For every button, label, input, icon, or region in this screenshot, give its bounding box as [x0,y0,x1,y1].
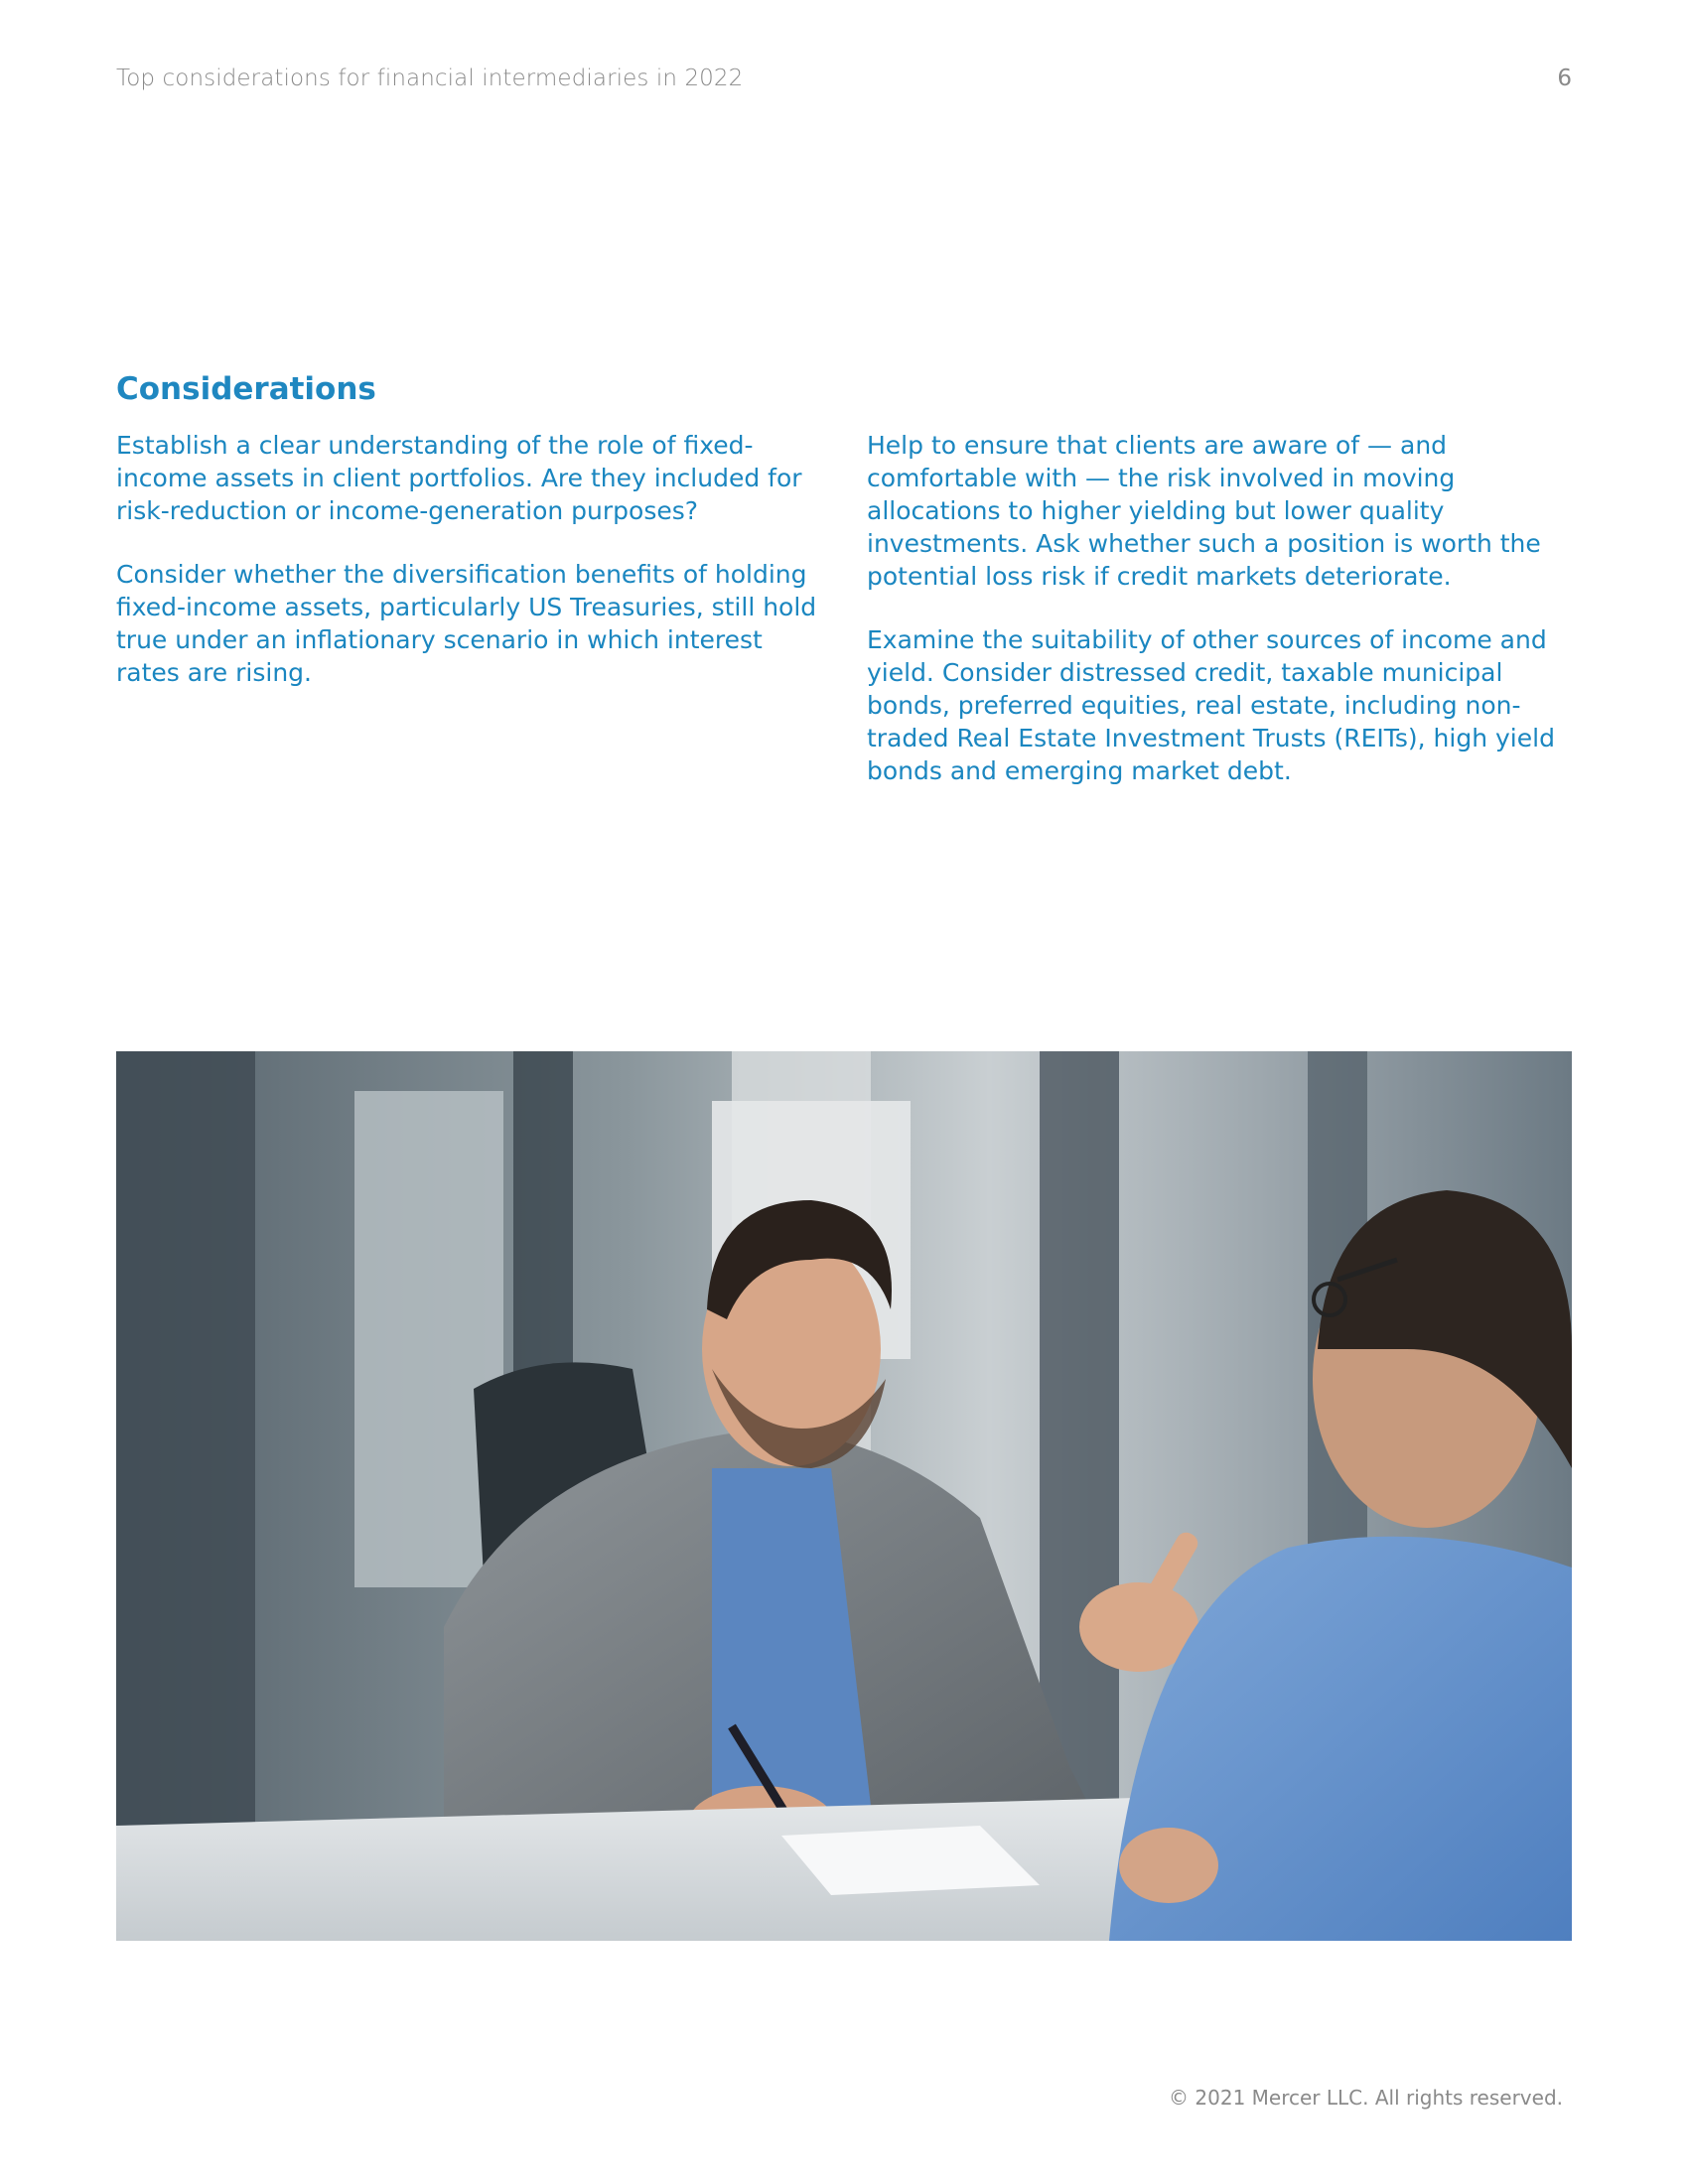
right-paragraph-2: Examine the suitability of other sources of income and yield. Consider distressed credit, taxable municipal bonds, preferred equities, real estate, including non-traded Real Estate Investment Trusts (REITs), high yield bonds and emerging market debt. [867,625,1555,785]
meeting-photo-illustration [116,1051,1572,1941]
right-column [867,429,1574,818]
right-paragraph-1: Help to ensure that clients are aware of — and comfortable with — the risk involved in moving allocations to higher yielding but lower quality investments. Ask whether such a position is worth the potential loss risk if credit markets deteriorate. [867,431,1541,591]
left-paragraph-1: Establish a clear understanding of the role of fixed-income assets in client portfolios. Are they included for risk-reduction or income-generation purposes? [116,431,802,525]
meeting-photo [116,1051,1572,1941]
document-title: Top considerations for financial intermediaries in 2022 [116,66,744,91]
left-column [116,429,821,720]
left-paragraph-2: Consider whether the diversification benefits of holding fixed-income assets, particularly US Treasuries, still hold true under an inflationary scenario in which interest rates are rising. [116,560,817,687]
section-heading: Considerations [116,371,376,407]
page-number: 6 [1557,66,1572,91]
copyright-footer: © 2021 Mercer LLC. All rights reserved. [1169,2086,1563,2110]
